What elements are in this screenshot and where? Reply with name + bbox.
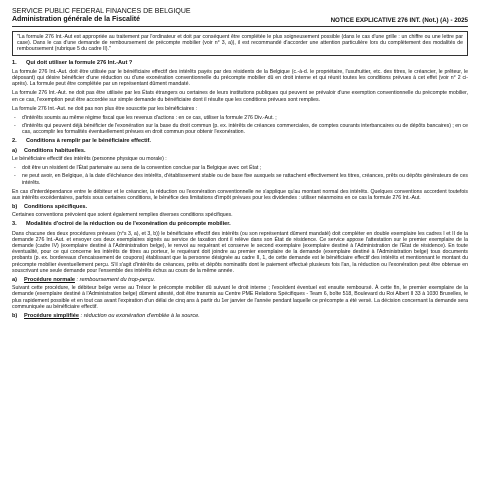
document-title: NOTICE EXPLICATIVE 276 INT. (Not.) (A) - 2025: [330, 17, 468, 24]
subsection-2a-heading: [12, 148, 468, 155]
subsection-letter: b): [12, 203, 18, 210]
paragraph: Dans chacune des deux procédures prévues (n°s 3, a), et 3, b)) le bénéficiaire effectif des intérêts (ou son représentant dûment mandaté) doit compléter en double exemplaire les cadres I et II de la demande 276 Int.-Aut. et envoyer ces deux exemplaires signés au service de taxation dont il relève dans son État de résidence. Ce service appose l'attestation sur le premier exemplaire de la demande (cadre IV) (exemplaire destiné à l'Administration belge), le renvoi au requérant et conserve le second exemplaire (exemplaire destiné à l'Administration de l'État de résidence). En toute éventualité, pour ce qui concerne les intérêts de titres au porteur, le requérant doit joindre au premier exemplaire de la demande (exemplaire destiné à l'Administration belge) tous documents probants (p. ex. bordereaux d'encaissement de coupons) établissant que la personne désignée au cadre II, 1, de cette demande est le bénéficiaire effectif des intérêts et mentionnant le montant du précompte mobilier éventuellement perçu. S'il s'agit d'intérêts de créances, prêts et dépôts nominatifs dont le paiement effectué plusieurs fois l'an, la réduction ou l'exonération peut être obtenue en souscrivant une seule demande pour l'ensemble des intérêts échus au cours de la même année.: [12, 231, 468, 274]
paragraph: En cas d'interdépendance entre le débiteur et le créancier, la réduction ou l'exonération conventionnelle ne s'applique qu'au montant normal des intérêts. Quelques conventions accordent toutefois aux intérêts excédentaires, parfois sous certaines conditions, le bénéfice des limitations d'impôt prévues pour les dividendes : utiliser néanmoins en ce cas la formule 276 Int.-Aut.: [12, 188, 468, 201]
list-item: - d'intérêts qui peuvent déjà bénéficier de l'exonération sur la base du droit commun (p. ex. intérêts de créances commerciales, de comptes courants interbancaires ou de dépôts bancaires) ; en ce cas, accomplir les formalités éventuellement prévues en droit commun pour obtenir l'exonération.: [12, 123, 468, 135]
subsection-title: Conditions habituelles.: [24, 147, 86, 154]
paragraph: La formule 276 Int.-Aut. doit être utilisée par le bénéficiaire effectif des intérêts payés par des résidents de la Belgique (c.-à-d. le propriétaire, l'usufruitier, etc. des titres, le créancier, le prêteur, le déposant) qui désire bénéficier d'une réduction ou d'une exonération conventionnelle du précompte mobilier dû en droit interne et qui réunit toutes les conditions prévues à cet effet (voir n° 2 ci-après). La formule peut être complétée par un représentant dûment mandaté.: [12, 69, 468, 88]
issuer-block: [12, 8, 191, 24]
administration-name: Administration générale de la Fiscalité: [12, 16, 140, 23]
section-number: 2.: [12, 138, 17, 145]
subsection-title: Procédure normale: [24, 276, 75, 283]
issuer-name: SERVICE PUBLIC FÉDÉRAL FINANCES DE BELGIQUE: [12, 8, 191, 15]
paragraph: La formule 276 Int.-Aut. ne doit pas non plus être souscrite par les bénéficiaires :: [12, 105, 198, 112]
intro-notice-box: "La formule 276 Int.-Aut est appropriée au traitement par l'ordinateur et doit par conséquent être complétée le plus soigneusement possible (dans le cas d'une grille : un chiffre ou une lettre par case). Dans le cas d'une demande de remboursement de précompte mobilier (voir n° 3, a)), il est recommandé d'accorder une attention particulière lors du complètement des modalités de remboursement (rubrique 5 du cadre II).": [12, 31, 468, 56]
paragraph: Certaines conventions prévoient que soient également remplies diverses conditions spécifiques.: [12, 212, 233, 219]
document-page: [12, 8, 468, 476]
subsection-note: : réduction ou exonération d'emblée à la source.: [79, 312, 200, 319]
section-1-heading: [12, 60, 468, 67]
list-item: - doit être un résident de l'État partenaire au sens de la convention conclue par la Belgique avec cet État ;: [12, 165, 468, 171]
paragraph: Le bénéficiaire effectif des intérêts (personne physique ou morale) :: [12, 156, 167, 163]
section-number: 1.: [12, 59, 17, 66]
conditions-list: [12, 165, 468, 185]
subsection-2b-heading: [12, 204, 468, 211]
subsection-3b-heading: [12, 313, 468, 320]
header-divider: [12, 26, 468, 27]
paragraph: Suivant cette procédure, le débiteur belge verse au Trésor le précompte mobilier dû suivant le droit interne ; l'excédent éventuel est ensuite remboursé. À cette fin, le premier exemplaire de la demande (exemplaire destiné à l'Administration belge) dûment attesté, doit être transmis au Centre PME Relations Spécifiques - Team 6, boîte 518, Boulevard du Roi Albert II 33 à 1030 Bruxelles, le plus rapidement possible et en tout cas avant l'expiration d'un délai de cinq ans à partir du 1er janvier de l'année pendant laquelle ce précompte a été versé. La décision concernant la demande sera communiquée au bénéficiaire effectif.: [12, 285, 468, 310]
list-item: - d'intérêts soumis au même régime fiscal que les revenus d'actions : en ce cas, utiliser la formule 276 Div.-Aut. ;: [12, 115, 468, 121]
section-title: Qui doit utiliser la formule 276 Int.-Aut ?: [26, 59, 133, 66]
section-2-heading: [12, 138, 468, 145]
subsection-3a-heading: [12, 277, 468, 284]
subsection-letter: a): [12, 147, 17, 154]
beneficiary-exclusion-list: [12, 115, 468, 135]
subsection-letter: a): [12, 276, 17, 283]
section-title: Conditions à remplir par le bénéficiaire effectif.: [26, 138, 151, 145]
paragraph: La formule 276 Int.-Aut. ne doit pas être utilisée par les États étrangers ou certaines de leurs institutions publiques qui peuvent se prévaloir d'une exemption conventionnelle du précompte mobilier, en ce cas, l'exemption peut être accordée sur simple demande du bénéficiaire dont il résulte que les conditions prévues sont remplies.: [12, 90, 468, 103]
section-3-heading: [12, 221, 468, 228]
section-number: 3.: [12, 221, 17, 228]
subsection-note: : remboursement du trop-perçu.: [74, 276, 156, 283]
subsection-letter: b): [12, 312, 18, 319]
document-header: [12, 8, 468, 24]
section-title: Modalités d'octroi de la réduction ou de l'exonération du précompte mobilier.: [26, 221, 231, 228]
subsection-title: Procédure simplifiée: [24, 312, 80, 319]
list-item: - ne peut avoir, en Belgique, à la date d'échéance des intérêts, d'établissement stable ou de base fixe auxquels se rattachent effectivement les titres, créances, prêts ou dépôts générateurs de ces intérêts.: [12, 173, 468, 185]
subsection-title: Conditions spécifiques.: [24, 203, 88, 210]
